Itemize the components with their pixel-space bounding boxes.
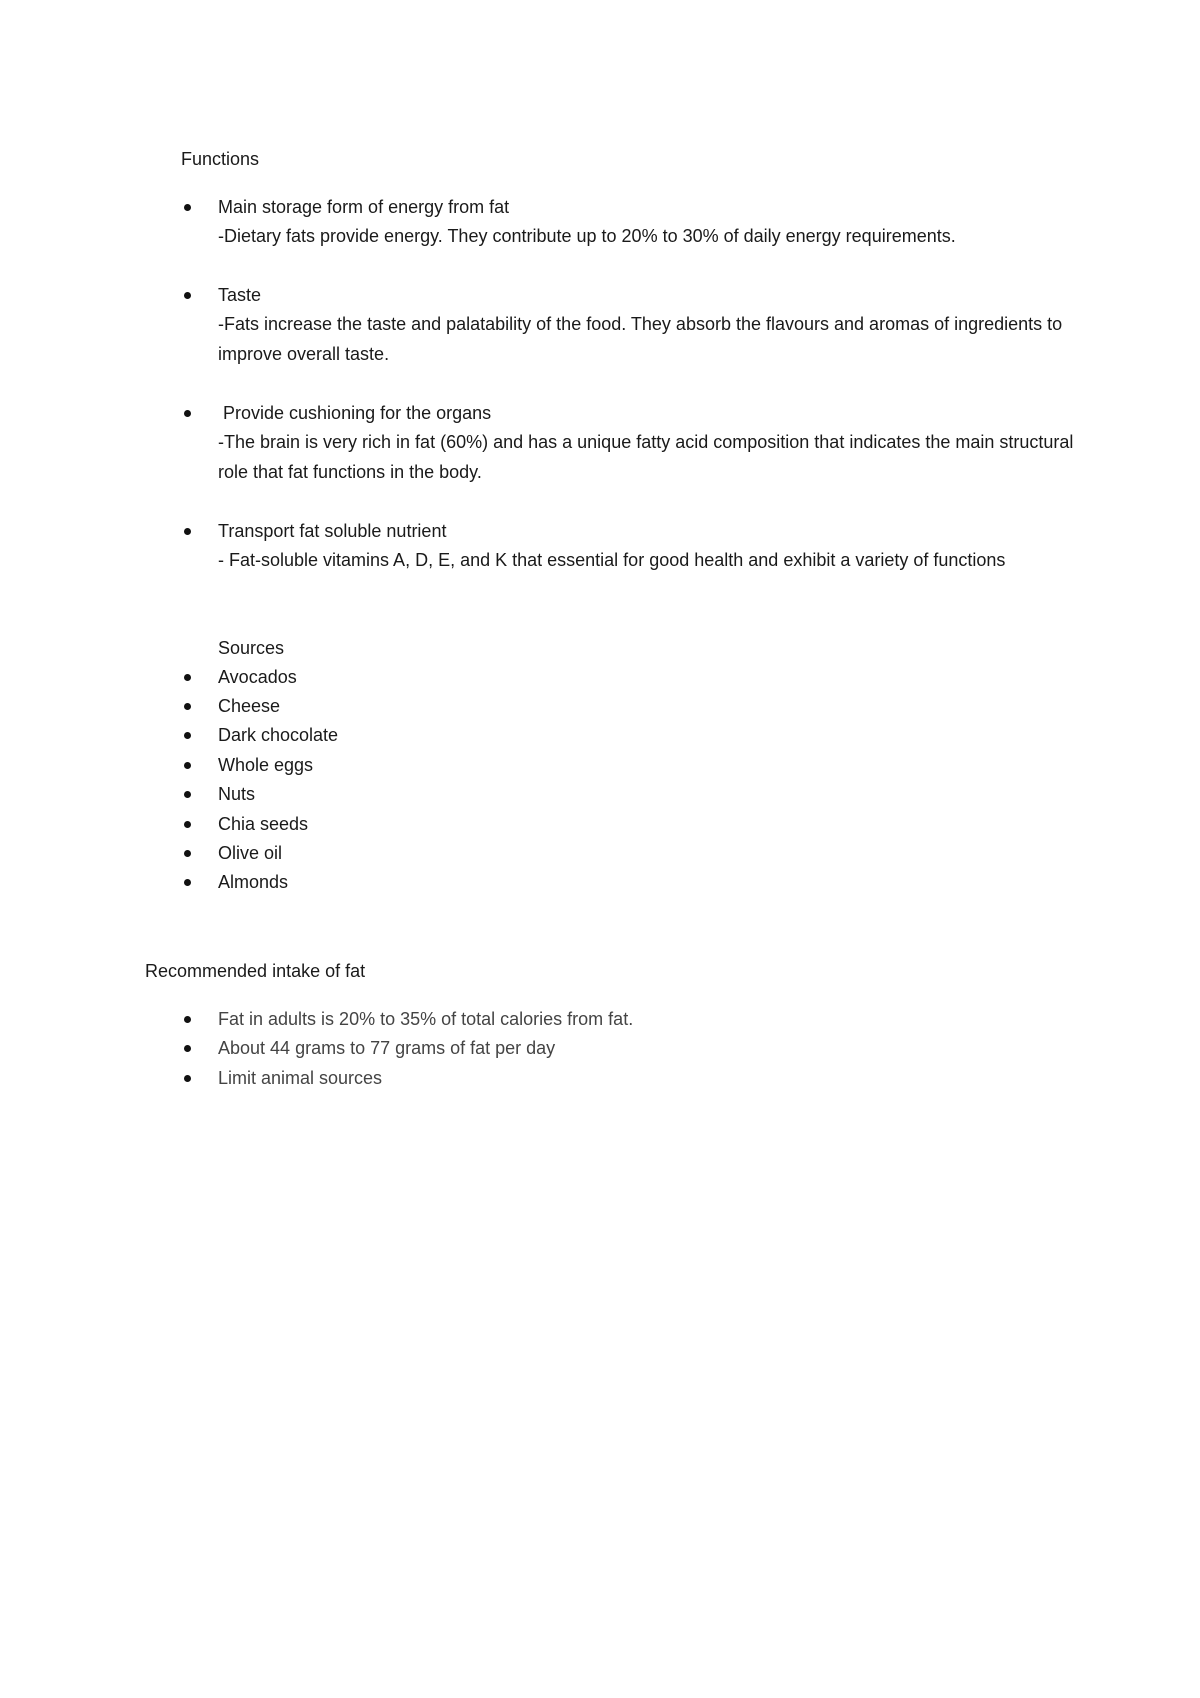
function-title: Transport fat soluble nutrient: [218, 521, 447, 541]
function-title: Provide cushioning for the organs: [218, 403, 492, 423]
functions-heading: Functions: [181, 149, 260, 169]
recommended-item: [218, 1034, 555, 1063]
bullet-icon: [184, 732, 191, 739]
bullet-icon: [184, 762, 191, 769]
bullet-icon: [184, 204, 191, 211]
function-title: Main storage form of energy from fat: [218, 197, 510, 217]
sources-heading: Sources: [218, 638, 285, 658]
recommended-item: [218, 1005, 633, 1034]
source-label: Chia seeds: [218, 814, 309, 834]
source-label: Cheese: [218, 696, 281, 716]
function-item-cushioning: [218, 399, 1078, 487]
bullet-icon: [184, 1075, 191, 1082]
recommended-heading: Recommended intake of fat: [145, 961, 366, 981]
source-item: [218, 751, 313, 780]
function-detail: - Fat-soluble vitamins A, D, E, and K that essential for good health and exhibit a variety of functions: [218, 550, 1006, 571]
recommended-label: Fat in adults is 20% to 35% of total calories from fat.: [218, 1009, 634, 1029]
bullet-icon: [184, 528, 191, 535]
bullet-icon: [184, 791, 191, 798]
function-detail: -Dietary fats provide energy. They contribute up to 20% to 30% of daily energy requirements.: [218, 226, 956, 247]
source-label: Olive oil: [218, 843, 283, 863]
recommended-label: Limit animal sources: [218, 1068, 383, 1088]
function-item-energy: [218, 193, 1078, 252]
bullet-icon: [184, 1045, 191, 1052]
source-item: [218, 868, 288, 897]
bullet-icon: [184, 292, 191, 299]
source-item: [218, 721, 338, 750]
function-item-transport: [218, 517, 1078, 576]
bullet-icon: [184, 1016, 191, 1023]
function-item-taste: [218, 281, 1078, 369]
source-item: [218, 692, 280, 721]
recommended-item: [218, 1064, 382, 1093]
bullet-icon: [184, 850, 191, 857]
source-label: Nuts: [218, 784, 256, 804]
bullet-icon: [184, 879, 191, 886]
bullet-icon: [184, 703, 191, 710]
bullet-icon: [184, 410, 191, 417]
recommended-label: About 44 grams to 77 grams of fat per day: [218, 1038, 556, 1058]
bullet-icon: [184, 821, 191, 828]
source-item: [218, 780, 255, 809]
source-label: Avocados: [218, 667, 297, 687]
source-item: [218, 810, 308, 839]
source-label: Whole eggs: [218, 755, 314, 775]
bullet-icon: [184, 674, 191, 681]
source-label: Dark chocolate: [218, 725, 339, 745]
source-item: [218, 663, 297, 692]
function-detail: -The brain is very rich in fat (60%) and has a unique fatty acid composition that indicates the main structural role that fat functions in the body.: [218, 432, 1074, 482]
function-detail: -Fats increase the taste and palatability of the food. They absorb the flavours and aromas of ingredients to improve overall taste.: [218, 314, 1063, 364]
source-item: [218, 839, 282, 868]
source-label: Almonds: [218, 872, 289, 892]
function-title: Taste: [218, 285, 262, 305]
